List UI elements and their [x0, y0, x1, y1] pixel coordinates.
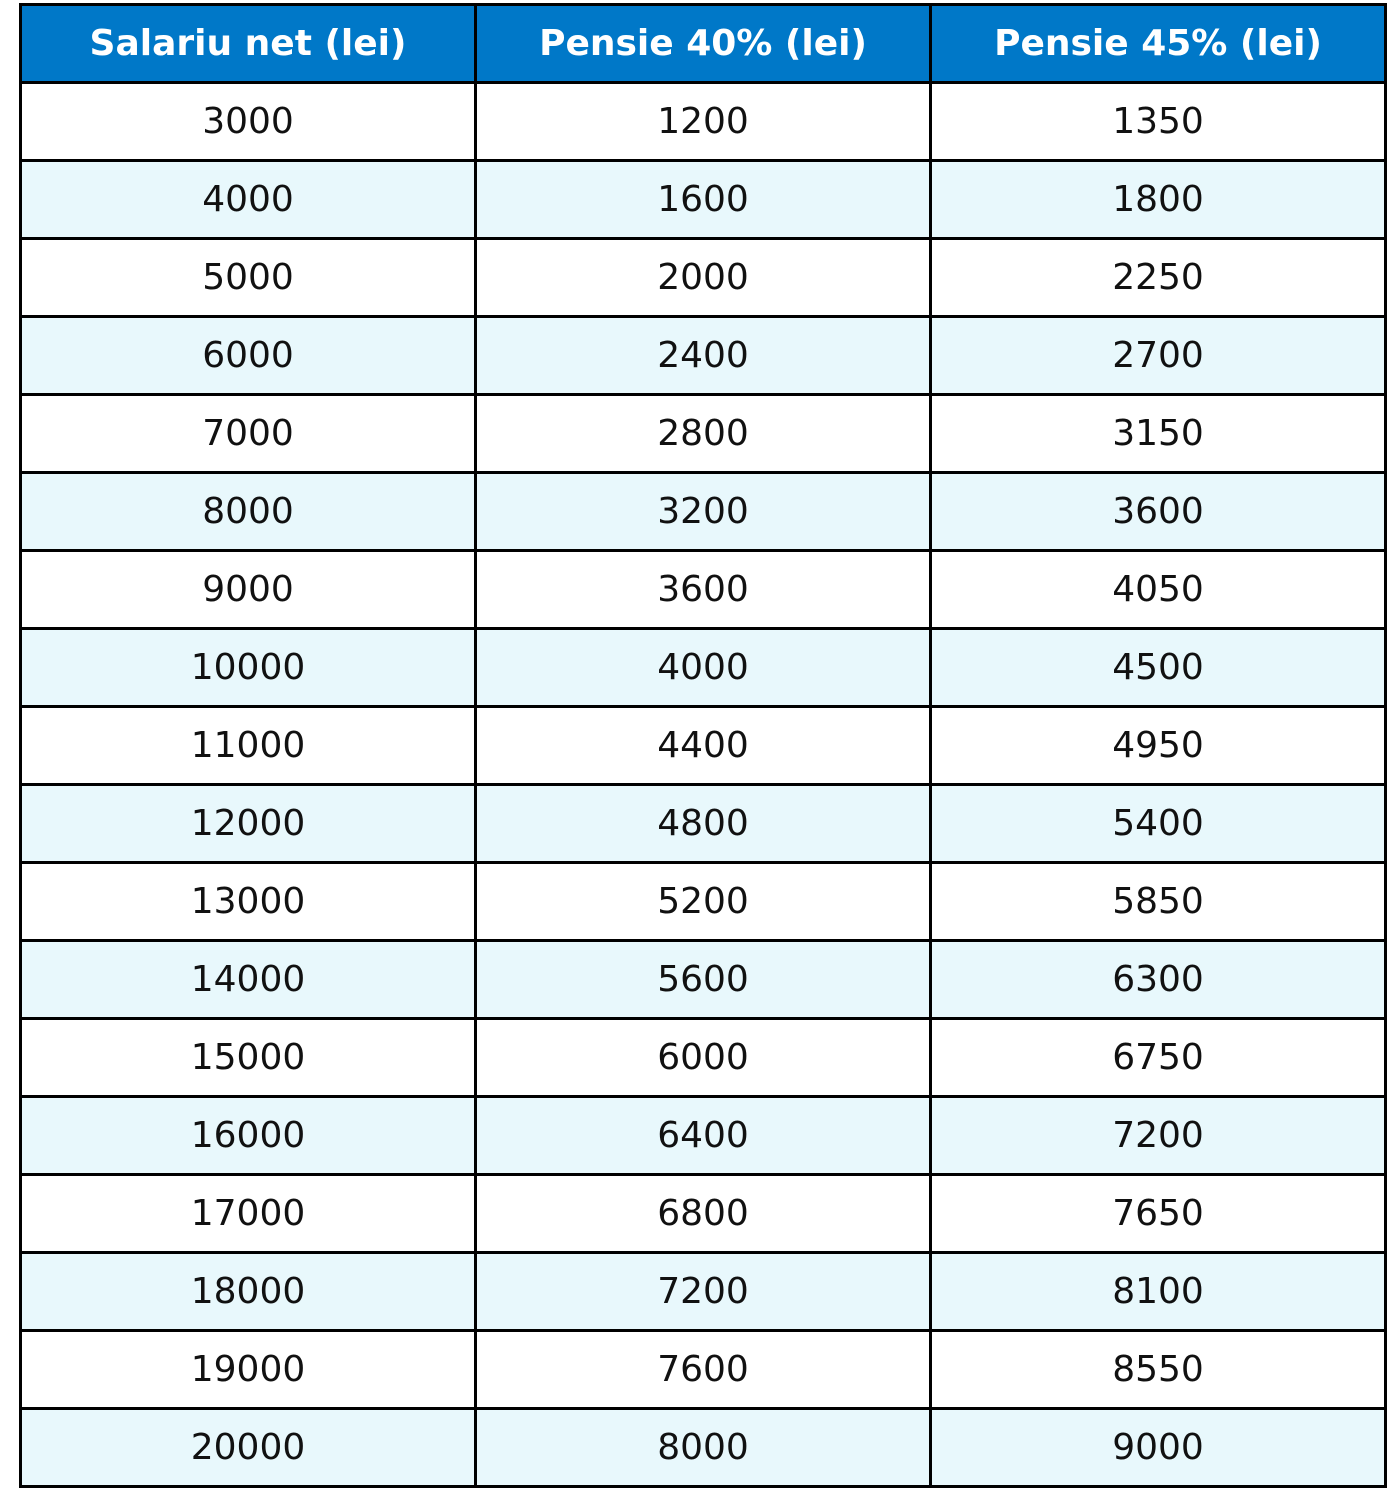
table-row [21, 1097, 1386, 1175]
table-row [21, 395, 1386, 473]
cell-salariu-net: 19000 [21, 1331, 476, 1409]
header-pensie-45: Pensie 45% (lei) [931, 5, 1386, 83]
cell-pensie-40: 2400 [476, 317, 931, 395]
cell-pensie-40: 4400 [476, 707, 931, 785]
cell-pensie-40: 3600 [476, 551, 931, 629]
cell-pensie-45: 4500 [931, 629, 1386, 707]
cell-pensie-40: 7200 [476, 1253, 931, 1331]
cell-pensie-40: 4800 [476, 785, 931, 863]
table-row [21, 1175, 1386, 1253]
header-salariu-net: Salariu net (lei) [21, 5, 476, 83]
cell-pensie-40: 7600 [476, 1331, 931, 1409]
cell-pensie-45: 4050 [931, 551, 1386, 629]
cell-pensie-45: 8550 [931, 1331, 1386, 1409]
cell-pensie-45: 5400 [931, 785, 1386, 863]
cell-salariu-net: 10000 [21, 629, 476, 707]
cell-salariu-net: 7000 [21, 395, 476, 473]
cell-pensie-40: 3200 [476, 473, 931, 551]
table-row [21, 161, 1386, 239]
cell-salariu-net: 9000 [21, 551, 476, 629]
cell-salariu-net: 12000 [21, 785, 476, 863]
cell-pensie-40: 6800 [476, 1175, 931, 1253]
table-row [21, 863, 1386, 941]
cell-pensie-45: 2700 [931, 317, 1386, 395]
table-header [21, 5, 1386, 83]
cell-pensie-45: 3600 [931, 473, 1386, 551]
cell-salariu-net: 3000 [21, 83, 476, 161]
cell-pensie-40: 1600 [476, 161, 931, 239]
cell-pensie-40: 5600 [476, 941, 931, 1019]
cell-pensie-45: 1350 [931, 83, 1386, 161]
cell-pensie-40: 6400 [476, 1097, 931, 1175]
table-row [21, 785, 1386, 863]
table-body [21, 83, 1386, 1487]
table-row [21, 83, 1386, 161]
cell-pensie-40: 2800 [476, 395, 931, 473]
cell-salariu-net: 16000 [21, 1097, 476, 1175]
cell-salariu-net: 4000 [21, 161, 476, 239]
cell-pensie-40: 8000 [476, 1409, 931, 1487]
cell-pensie-45: 2250 [931, 239, 1386, 317]
table-row [21, 1331, 1386, 1409]
cell-pensie-40: 6000 [476, 1019, 931, 1097]
cell-pensie-45: 1800 [931, 161, 1386, 239]
cell-salariu-net: 20000 [21, 1409, 476, 1487]
cell-pensie-40: 4000 [476, 629, 931, 707]
table-row [21, 1409, 1386, 1487]
header-pensie-40: Pensie 40% (lei) [476, 5, 931, 83]
cell-salariu-net: 17000 [21, 1175, 476, 1253]
cell-pensie-45: 8100 [931, 1253, 1386, 1331]
cell-pensie-45: 6300 [931, 941, 1386, 1019]
table-row [21, 473, 1386, 551]
cell-pensie-40: 1200 [476, 83, 931, 161]
cell-pensie-45: 9000 [931, 1409, 1386, 1487]
table-row [21, 317, 1386, 395]
table-row [21, 1019, 1386, 1097]
cell-salariu-net: 8000 [21, 473, 476, 551]
table-row [21, 941, 1386, 1019]
header-row [21, 5, 1386, 83]
table-row [21, 1253, 1386, 1331]
cell-salariu-net: 5000 [21, 239, 476, 317]
cell-salariu-net: 11000 [21, 707, 476, 785]
cell-salariu-net: 13000 [21, 863, 476, 941]
cell-pensie-40: 2000 [476, 239, 931, 317]
table-row [21, 629, 1386, 707]
cell-pensie-45: 6750 [931, 1019, 1386, 1097]
table-row [21, 239, 1386, 317]
cell-pensie-45: 7650 [931, 1175, 1386, 1253]
table-row [21, 551, 1386, 629]
cell-salariu-net: 18000 [21, 1253, 476, 1331]
cell-pensie-45: 7200 [931, 1097, 1386, 1175]
cell-salariu-net: 15000 [21, 1019, 476, 1097]
cell-pensie-45: 3150 [931, 395, 1386, 473]
table-row [21, 707, 1386, 785]
cell-salariu-net: 14000 [21, 941, 476, 1019]
cell-pensie-45: 5850 [931, 863, 1386, 941]
cell-pensie-45: 4950 [931, 707, 1386, 785]
cell-salariu-net: 6000 [21, 317, 476, 395]
cell-pensie-40: 5200 [476, 863, 931, 941]
pension-table [19, 3, 1387, 1488]
